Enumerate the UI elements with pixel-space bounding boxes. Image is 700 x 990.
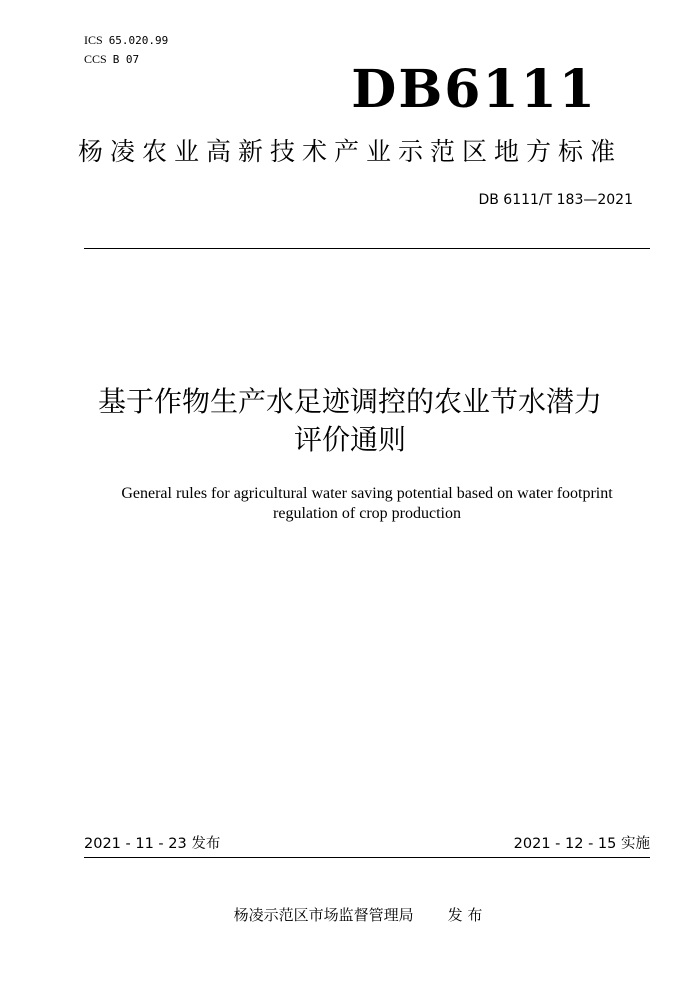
issue-label: 发 布 [447,906,483,924]
header-divider [84,248,650,249]
ccs-label: CCS [84,52,107,66]
english-title-line-1: General rules for agricultural water saving potential based on water footprint [121,485,613,502]
db-code-mark: DB6111 [351,59,597,120]
implementation-date: 2021 - 12 - 15 实施 [513,836,650,852]
chinese-title-line-1: 基于作物生产水足迹调控的农业节水潜力 [97,385,602,418]
ccs-value: B 07 [112,53,140,66]
ics-label: ICS [84,33,103,47]
standard-number: DB 6111/T 183—2021 [478,192,633,208]
ics-code [84,32,168,49]
ccs-code [84,51,139,68]
issuing-authority: 杨凌示范区市场监督管理局 [233,906,414,924]
english-title-line-2: regulation of crop production [273,505,461,522]
chinese-title-line-2: 评价通则 [293,423,406,456]
publish-date: 2021 - 11 - 23 发布 [84,836,221,852]
issuer-line [0,904,700,926]
standard-category-title: 杨凌农业高新技术产业示范区地方标准 [77,137,622,166]
footer-divider [84,857,650,858]
ics-value: 65.020.99 [108,34,169,47]
